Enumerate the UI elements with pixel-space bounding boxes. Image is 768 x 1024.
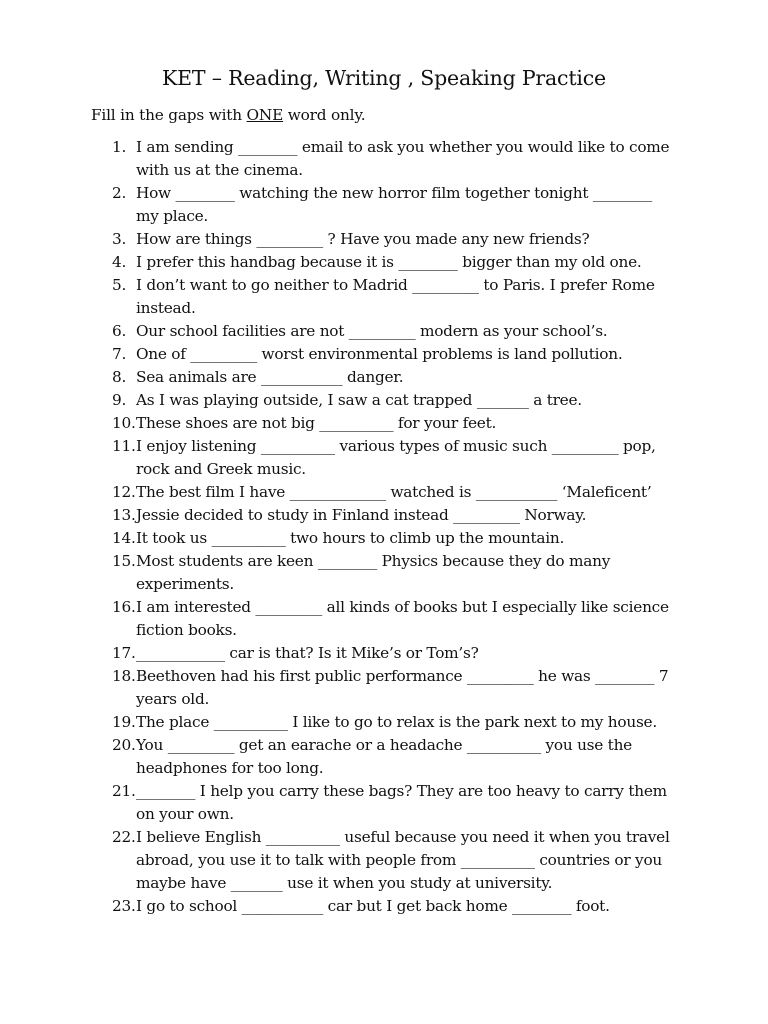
exercise-text bbox=[136, 251, 684, 274]
exercise-item bbox=[0, 504, 768, 527]
exercise-text bbox=[136, 780, 684, 826]
exercise-number: 16. bbox=[112, 598, 136, 616]
exercise-item bbox=[0, 895, 768, 918]
exercise-number: 2. bbox=[112, 184, 127, 202]
exercise-number: 19. bbox=[112, 713, 136, 731]
exercise-item bbox=[0, 780, 768, 826]
exercise-line: experiments. bbox=[136, 575, 234, 593]
exercise-text bbox=[136, 228, 684, 251]
exercise-number: 4. bbox=[112, 253, 127, 271]
exercise-line: These shoes are not big __________ for your feet. bbox=[136, 414, 497, 432]
exercise-text bbox=[136, 550, 684, 596]
exercise-text bbox=[136, 826, 684, 895]
exercise-line: Sea animals are ___________ danger. bbox=[136, 368, 404, 386]
exercise-item bbox=[0, 389, 768, 412]
exercise-line: How are things _________ ? Have you made any new friends? bbox=[136, 230, 590, 248]
exercise-item bbox=[0, 412, 768, 435]
exercise-item bbox=[0, 711, 768, 734]
exercise-line: I don’t want to go neither to Madrid _________ to Paris. I prefer Rome bbox=[136, 276, 655, 294]
exercise-number: 10. bbox=[112, 414, 136, 432]
exercise-text bbox=[136, 274, 684, 320]
instruction-text bbox=[91, 104, 365, 126]
exercise-text bbox=[136, 665, 684, 711]
exercise-number: 20. bbox=[112, 736, 136, 754]
exercise-item bbox=[0, 320, 768, 343]
exercise-item bbox=[0, 343, 768, 366]
exercise-text bbox=[136, 320, 684, 343]
exercise-number: 18. bbox=[112, 667, 136, 685]
exercise-line: Beethoven had his first public performance _________ he was ________ 7 bbox=[136, 667, 669, 685]
exercise-text bbox=[136, 343, 684, 366]
exercise-number: 13. bbox=[112, 506, 136, 524]
exercise-text bbox=[136, 481, 684, 504]
exercise-line: I believe English __________ useful because you need it when you travel bbox=[136, 828, 670, 846]
exercise-line: I am interested _________ all kinds of books but I especially like science bbox=[136, 598, 669, 616]
exercise-item bbox=[0, 228, 768, 251]
exercise-number: 8. bbox=[112, 368, 127, 386]
exercise-line: on your own. bbox=[136, 805, 234, 823]
exercise-line: years old. bbox=[136, 690, 210, 708]
exercise-text bbox=[136, 527, 684, 550]
exercise-line: ____________ car is that? Is it Mike’s or Tom’s? bbox=[136, 644, 479, 662]
exercise-text bbox=[136, 366, 684, 389]
exercise-item bbox=[0, 826, 768, 895]
exercise-line: maybe have _______ use it when you study at university. bbox=[136, 874, 553, 892]
exercise-item bbox=[0, 550, 768, 596]
exercise-line: I enjoy listening __________ various types of music such _________ pop, bbox=[136, 437, 656, 455]
exercise-text bbox=[136, 895, 684, 918]
exercise-item bbox=[0, 527, 768, 550]
exercise-text bbox=[136, 711, 684, 734]
exercise-text bbox=[136, 734, 684, 780]
exercise-line: Most students are keen ________ Physics because they do many bbox=[136, 552, 611, 570]
exercise-item bbox=[0, 596, 768, 642]
exercise-text bbox=[136, 642, 684, 665]
exercise-item bbox=[0, 481, 768, 504]
exercise-number: 12. bbox=[112, 483, 136, 501]
exercise-text bbox=[136, 412, 684, 435]
instruction-before: Fill in the gaps with bbox=[91, 106, 247, 124]
exercise-line: I go to school ___________ car but I get back home ________ foot. bbox=[136, 897, 610, 915]
exercise-line: I am sending ________ email to ask you whether you would like to come bbox=[136, 138, 670, 156]
exercise-number: 3. bbox=[112, 230, 127, 248]
exercise-item bbox=[0, 251, 768, 274]
exercise-item bbox=[0, 136, 768, 182]
exercise-line: abroad, you use it to talk with people from __________ countries or you bbox=[136, 851, 662, 869]
exercise-line: Our school facilities are not _________ modern as your school’s. bbox=[136, 322, 608, 340]
exercise-number: 15. bbox=[112, 552, 136, 570]
exercise-item bbox=[0, 642, 768, 665]
exercise-line: fiction books. bbox=[136, 621, 237, 639]
exercise-line: ________ I help you carry these bags? They are too heavy to carry them bbox=[136, 782, 667, 800]
exercise-item bbox=[0, 182, 768, 228]
exercise-number: 23. bbox=[112, 897, 136, 915]
exercise-line: rock and Greek music. bbox=[136, 460, 306, 478]
exercise-text bbox=[136, 504, 684, 527]
exercise-line: You _________ get an earache or a headache __________ you use the bbox=[136, 736, 632, 754]
exercise-number: 6. bbox=[112, 322, 127, 340]
exercise-item bbox=[0, 665, 768, 711]
exercise-text bbox=[136, 389, 684, 412]
exercise-list bbox=[0, 136, 768, 918]
exercise-number: 14. bbox=[112, 529, 136, 547]
exercise-line: The place __________ I like to go to relax is the park next to my house. bbox=[136, 713, 657, 731]
exercise-number: 7. bbox=[112, 345, 127, 363]
exercise-item bbox=[0, 274, 768, 320]
exercise-number: 17. bbox=[112, 644, 136, 662]
exercise-line: my place. bbox=[136, 207, 209, 225]
exercise-line: Jessie decided to study in Finland instead _________ Norway. bbox=[136, 506, 587, 524]
exercise-item bbox=[0, 734, 768, 780]
exercise-line: instead. bbox=[136, 299, 196, 317]
exercise-number: 5. bbox=[112, 276, 127, 294]
exercise-line: One of _________ worst environmental problems is land pollution. bbox=[136, 345, 623, 363]
exercise-item bbox=[0, 435, 768, 481]
exercise-number: 21. bbox=[112, 782, 136, 800]
exercise-line: The best film I have _____________ watched is ___________ ‘Maleficent’ bbox=[136, 483, 652, 501]
exercise-line: with us at the cinema. bbox=[136, 161, 303, 179]
exercise-line: How ________ watching the new horror film together tonight ________ bbox=[136, 184, 653, 202]
exercise-line: I prefer this handbag because it is ________ bigger than my old one. bbox=[136, 253, 642, 271]
exercise-text bbox=[136, 182, 684, 228]
exercise-line: It took us __________ two hours to climb up the mountain. bbox=[136, 529, 565, 547]
instruction-emphasis: ONE bbox=[246, 106, 284, 124]
exercise-text bbox=[136, 435, 684, 481]
instruction-after: word only. bbox=[283, 106, 366, 124]
exercise-line: As I was playing outside, I saw a cat trapped _______ a tree. bbox=[136, 391, 582, 409]
worksheet-title: KET – Reading, Writing , Speaking Practice bbox=[162, 66, 606, 90]
exercise-item bbox=[0, 366, 768, 389]
exercise-number: 11. bbox=[112, 437, 136, 455]
exercise-number: 1. bbox=[112, 138, 127, 156]
exercise-number: 9. bbox=[112, 391, 127, 409]
exercise-number: 22. bbox=[112, 828, 136, 846]
exercise-line: headphones for too long. bbox=[136, 759, 324, 777]
exercise-text bbox=[136, 136, 684, 182]
exercise-text bbox=[136, 596, 684, 642]
